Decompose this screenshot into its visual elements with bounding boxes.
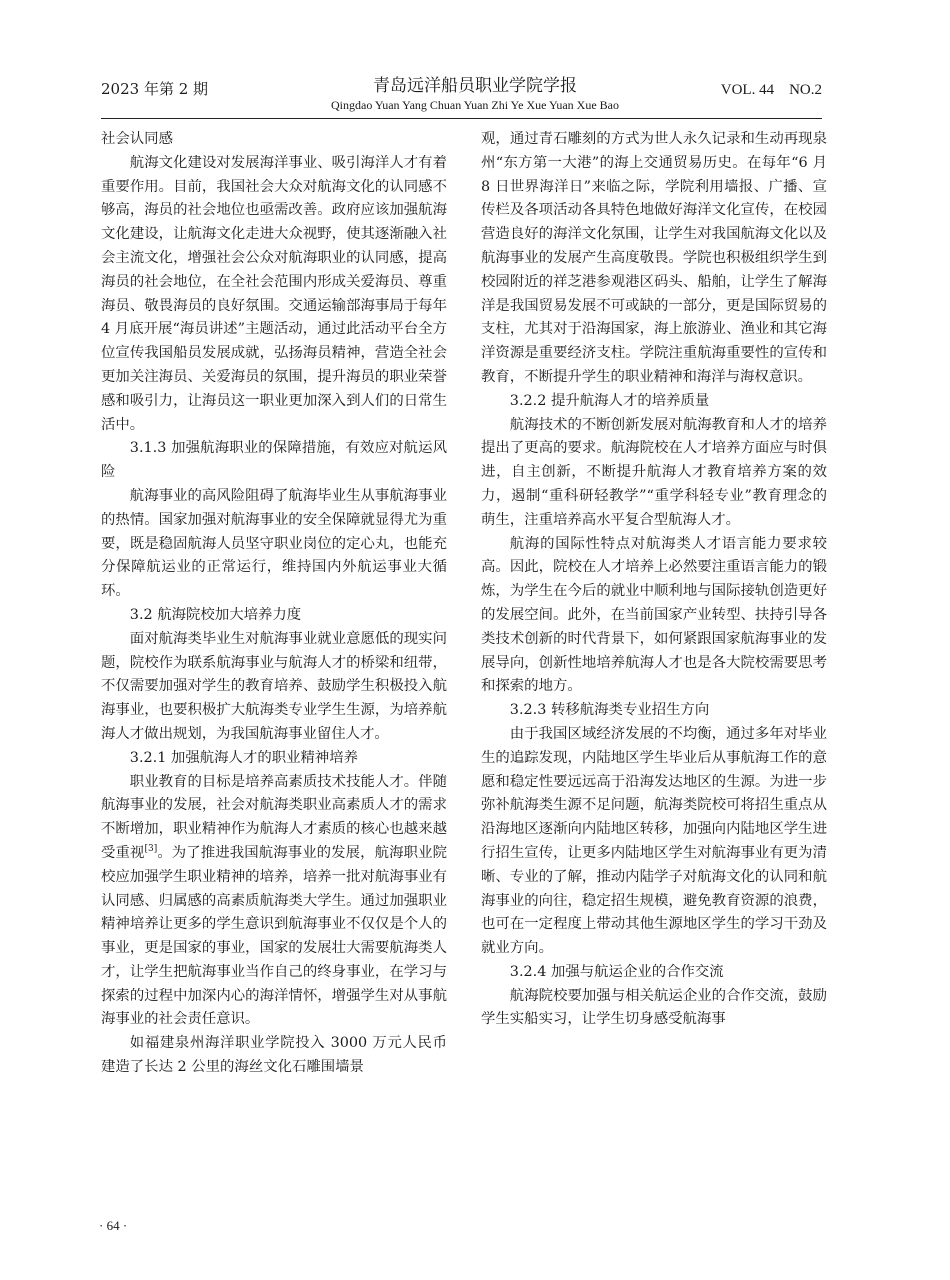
- paragraph-with-citation: [101, 771, 447, 1033]
- section-heading-3-2-1: 3.2.1 加强航海人才的职业精神培养: [129, 749, 359, 766]
- paragraph: 航海院校要加强与相关航运企业的合作交流，鼓励学生实船实习，让学生切身感受航海事: [481, 987, 827, 1028]
- paragraph: 如福建泉州海洋职业学院投入 3000 万元人民币建造了长达 2 公里的海丝文化石雕围墙景: [101, 1035, 447, 1076]
- page-header: [0, 0, 950, 112]
- section-heading-3-1-3: 3.1.3 加强航海职业的保障措施，有效应对航运风险: [101, 440, 447, 481]
- paragraph: 面对航海类毕业生对航海事业就业意愿低的现实问题，院校作为联系航海事业与航海人才的桥梁和纽带，不仅需要加强对学生的教育培养、鼓励学生积极投入航海事业，也要积极扩大航海类专业学生生源，为培养航海人才做出规划，为我国航海事业留住人才。: [101, 630, 447, 742]
- paragraph: 航海的国际性特点对航海类人才语言能力要求较高。因此，院校在人才培养上必然要注重语言能力的锻炼，为学生在今后的就业中顺利地与国际接轨创造更好的发展空间。此外，在当前国家产业转型、扶持引导各类技术创新的时代背景下，如何紧跟国家航海事业的发展导向，创新性地培养航海人才也是各大院校需要思考和探索的地方。: [481, 535, 827, 695]
- paragraph: 航海技术的不断创新发展对航海教育和人才的培养提出了更高的要求。航海院校在人才培养方面应与时俱进，自主创新，不断提升航海人才教育培养方案的效力，遏制“重科研轻教学”“重学科轻专业”教育理念的萌生，注重培养高水平复合型航海人才。: [481, 416, 827, 528]
- paragraph-continued: 观，通过青石雕刻的方式为世人永久记录和生动再现泉州“东方第一大港”的海上交通贸易历史。在每年“6 月 8 日世界海洋日”来临之际，学院利用墙报、广播、宣传栏及各项活动各具特色地做好海洋文化宣传，在校园营造良好的海洋文化氛围，让学生对我国航海文化以及航海事业的发展产生高度敬畏。学院也积极组织学生到校园附近的祥芝港参观港区码头、船舶，让学生了解海洋是我国贸易发展不可或缺的一部分，更是国际贸易的支柱，尤其对于沿海国家，海上旅游业、渔业和其它海洋资源是重要经济支柱。学院注重航海重要性的宣传和教育，不断提升学生的职业精神和海洋与海权意识。: [481, 131, 827, 385]
- section-heading-3-2-3: 3.2.3 转移航海类专业招生方向: [509, 702, 710, 719]
- section-heading-3-2-4: 3.2.4 加强与航运企业的合作交流: [509, 963, 724, 980]
- page-number: · 64 ·: [99, 1218, 128, 1233]
- issue-label: 2023 年第 2 期: [101, 80, 209, 98]
- volume-label: VOL. 44 NO.2: [720, 82, 822, 98]
- header-divider: [101, 118, 822, 119]
- paragraph-continued: 社会认同感: [101, 131, 173, 147]
- paragraph: 航海事业的高风险阻碍了航海毕业生从事航海事业的热情。国家加强对航海事业的安全保障就显得尤为重要，既是稳固航海人员坚守职业岗位的定心丸，也能充分保障航运业的正常运行，维持国内外航运事业大循环。: [101, 487, 447, 600]
- journal-pinyin: Qingdao Yuan Yang Chuan Yuan Zhi Ye Xue Yuan Xue Bao: [331, 98, 619, 112]
- left-column: [101, 128, 447, 1080]
- journal-title: 青岛远洋船员职业学院学报: [373, 76, 577, 96]
- paragraph: 航海文化建设对发展海洋事业、吸引海洋人才有着重要作用。目前，我国社会大众对航海文化的认同感不够高，海员的社会地位也亟需改善。政府应该加强航海文化建设，让航海文化走进大众视野，使其逐渐融入社会主流文化，增强社会公众对航海职业的认同感，提高海员的社会地位，在全社会范围内形成关爱海员、尊重海员、敬畏海员的良好氛围。交通运输部海事局于每年 4 月底开展“海员讲述”主题活动，通过此活动平台全方位宣传我国船员发展成就，弘扬海员精神，营造全社会更加关注海员、关爱海员的氛围，提升海员的职业荣誉感和吸引力，让海员这一职业更加深入到人们的日常生活中。: [101, 154, 447, 433]
- paragraph: 由于我国区域经济发展的不均衡，通过多年对毕业生的追踪发现，内陆地区学生毕业后从事航海工作的意愿和稳定性要远远高于沿海发达地区的生源。为进一步弥补航海类生源不足问题，航海类院校可将招生重点从沿海地区逐渐向内陆地区转移，加强向内陆地区学生进行招生宣传，让更多内陆地区学生对航海事业有更为清晰、专业的了解，推动内陆学子对航海文化的认同和航海事业的向往，稳定招生规模，避免教育资源的浪费，也可在一定程度上带动其他生源地区学生的学习干劲及就业方向。: [481, 725, 827, 957]
- citation-ref: [3]: [144, 844, 158, 855]
- section-heading-3-2: 3.2 航海院校加大培养力度: [129, 606, 302, 623]
- right-column: [481, 128, 827, 1032]
- paragraph-text: 职业教育的目标是培养高素质技术技能人才。伴随航海事业的发展，社会对航海类职业高素质人才的需求不断增加，职业精神作为航海人才素质的核心也越来越受重视: [101, 773, 447, 861]
- paragraph-text: 。为了推进我国航海事业的发展，航海职业院校应加强学生职业精神的培养，培养一批对航海事业有认同感、归属感的高素质航海类大学生。通过加强职业精神培养让更多的学生意识到航海事业不仅仅是个人的事业，更是国家的事业，国家的发展壮大需要航海类人才，让学生把航海事业当作自己的终身事业，在学习与探索的过程中加深内心的海洋情怀，增强学生对从事航海事业的社会责任意识。: [101, 844, 447, 1028]
- section-heading-3-2-2: 3.2.2 提升航海人才的培养质量: [509, 392, 710, 409]
